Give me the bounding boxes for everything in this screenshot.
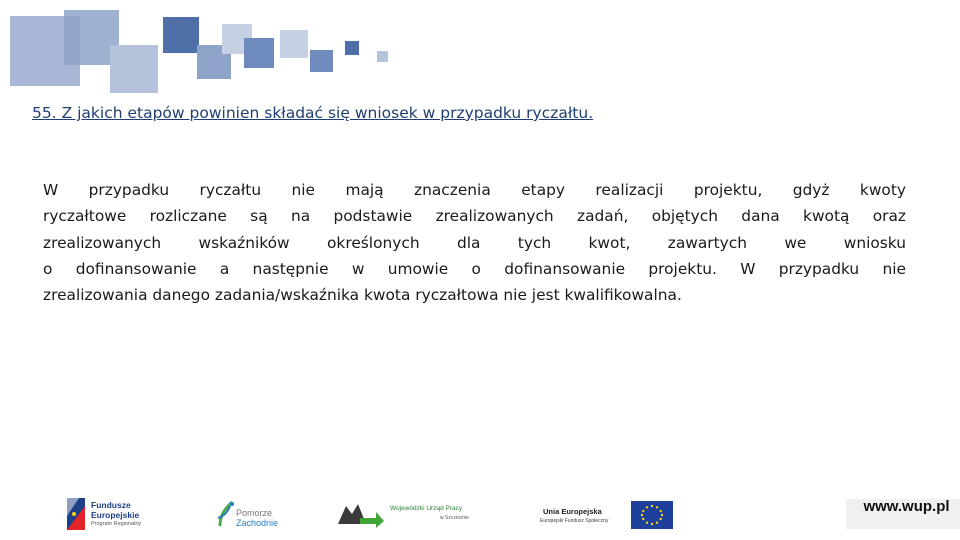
deco-square (244, 38, 274, 68)
logo-text: Fundusze (91, 500, 131, 510)
deco-square (110, 45, 158, 93)
logo-text: Pomorze (236, 508, 273, 518)
deco-square (377, 51, 388, 62)
pomorze-logo (216, 500, 286, 530)
eu-flag-icon (631, 501, 673, 529)
deco-square (280, 30, 308, 58)
logo-text: Unia Europejska (543, 507, 602, 516)
pomorze-icon (216, 500, 236, 528)
deco-square (163, 17, 199, 53)
body-line: zrealizowanych wskaźników określonych dla tych kwot, zawartych we wniosku (43, 233, 906, 252)
deco-square (310, 50, 333, 72)
logo-text: Wojewódzki Urząd Pracy (390, 505, 463, 512)
ue-logo (540, 500, 675, 530)
fundusze-logo (65, 496, 175, 532)
slide-body (43, 177, 906, 308)
website-url[interactable]: www.wup.pl (863, 498, 950, 515)
slide-title: 55. Z jakich etapów powinien składać się wniosek w przypadku ryczałtu. (32, 104, 594, 122)
wup-logo (338, 500, 483, 530)
body-line: W przypadku ryczałtu nie mają znaczenia etapy realizacji projektu, gdyż kwoty (43, 181, 906, 199)
logo-text: w Szczecinie (440, 515, 469, 521)
body-line: zrealizowania danego zadania/wskaźnika kwota ryczałtowa nie jest kwalifikowalna. (43, 286, 682, 305)
logo-text: Program Regionalny (91, 521, 142, 527)
logo-text: Europejski Fundusz Społeczny (540, 518, 609, 524)
eu-funds-icon (65, 496, 87, 532)
body-line: ryczałtowe rozliczane są na podstawie zrealizowanych zadań, objętych dana kwotą oraz (43, 207, 906, 226)
logo-text: Europejskie (91, 510, 140, 520)
deco-square (345, 41, 359, 55)
body-line: o dofinansowanie a następnie w umowie o dofinansowanie projektu. W przypadku nie (43, 259, 906, 278)
logo-text: Zachodnie (236, 518, 279, 528)
wup-icon (338, 500, 384, 528)
